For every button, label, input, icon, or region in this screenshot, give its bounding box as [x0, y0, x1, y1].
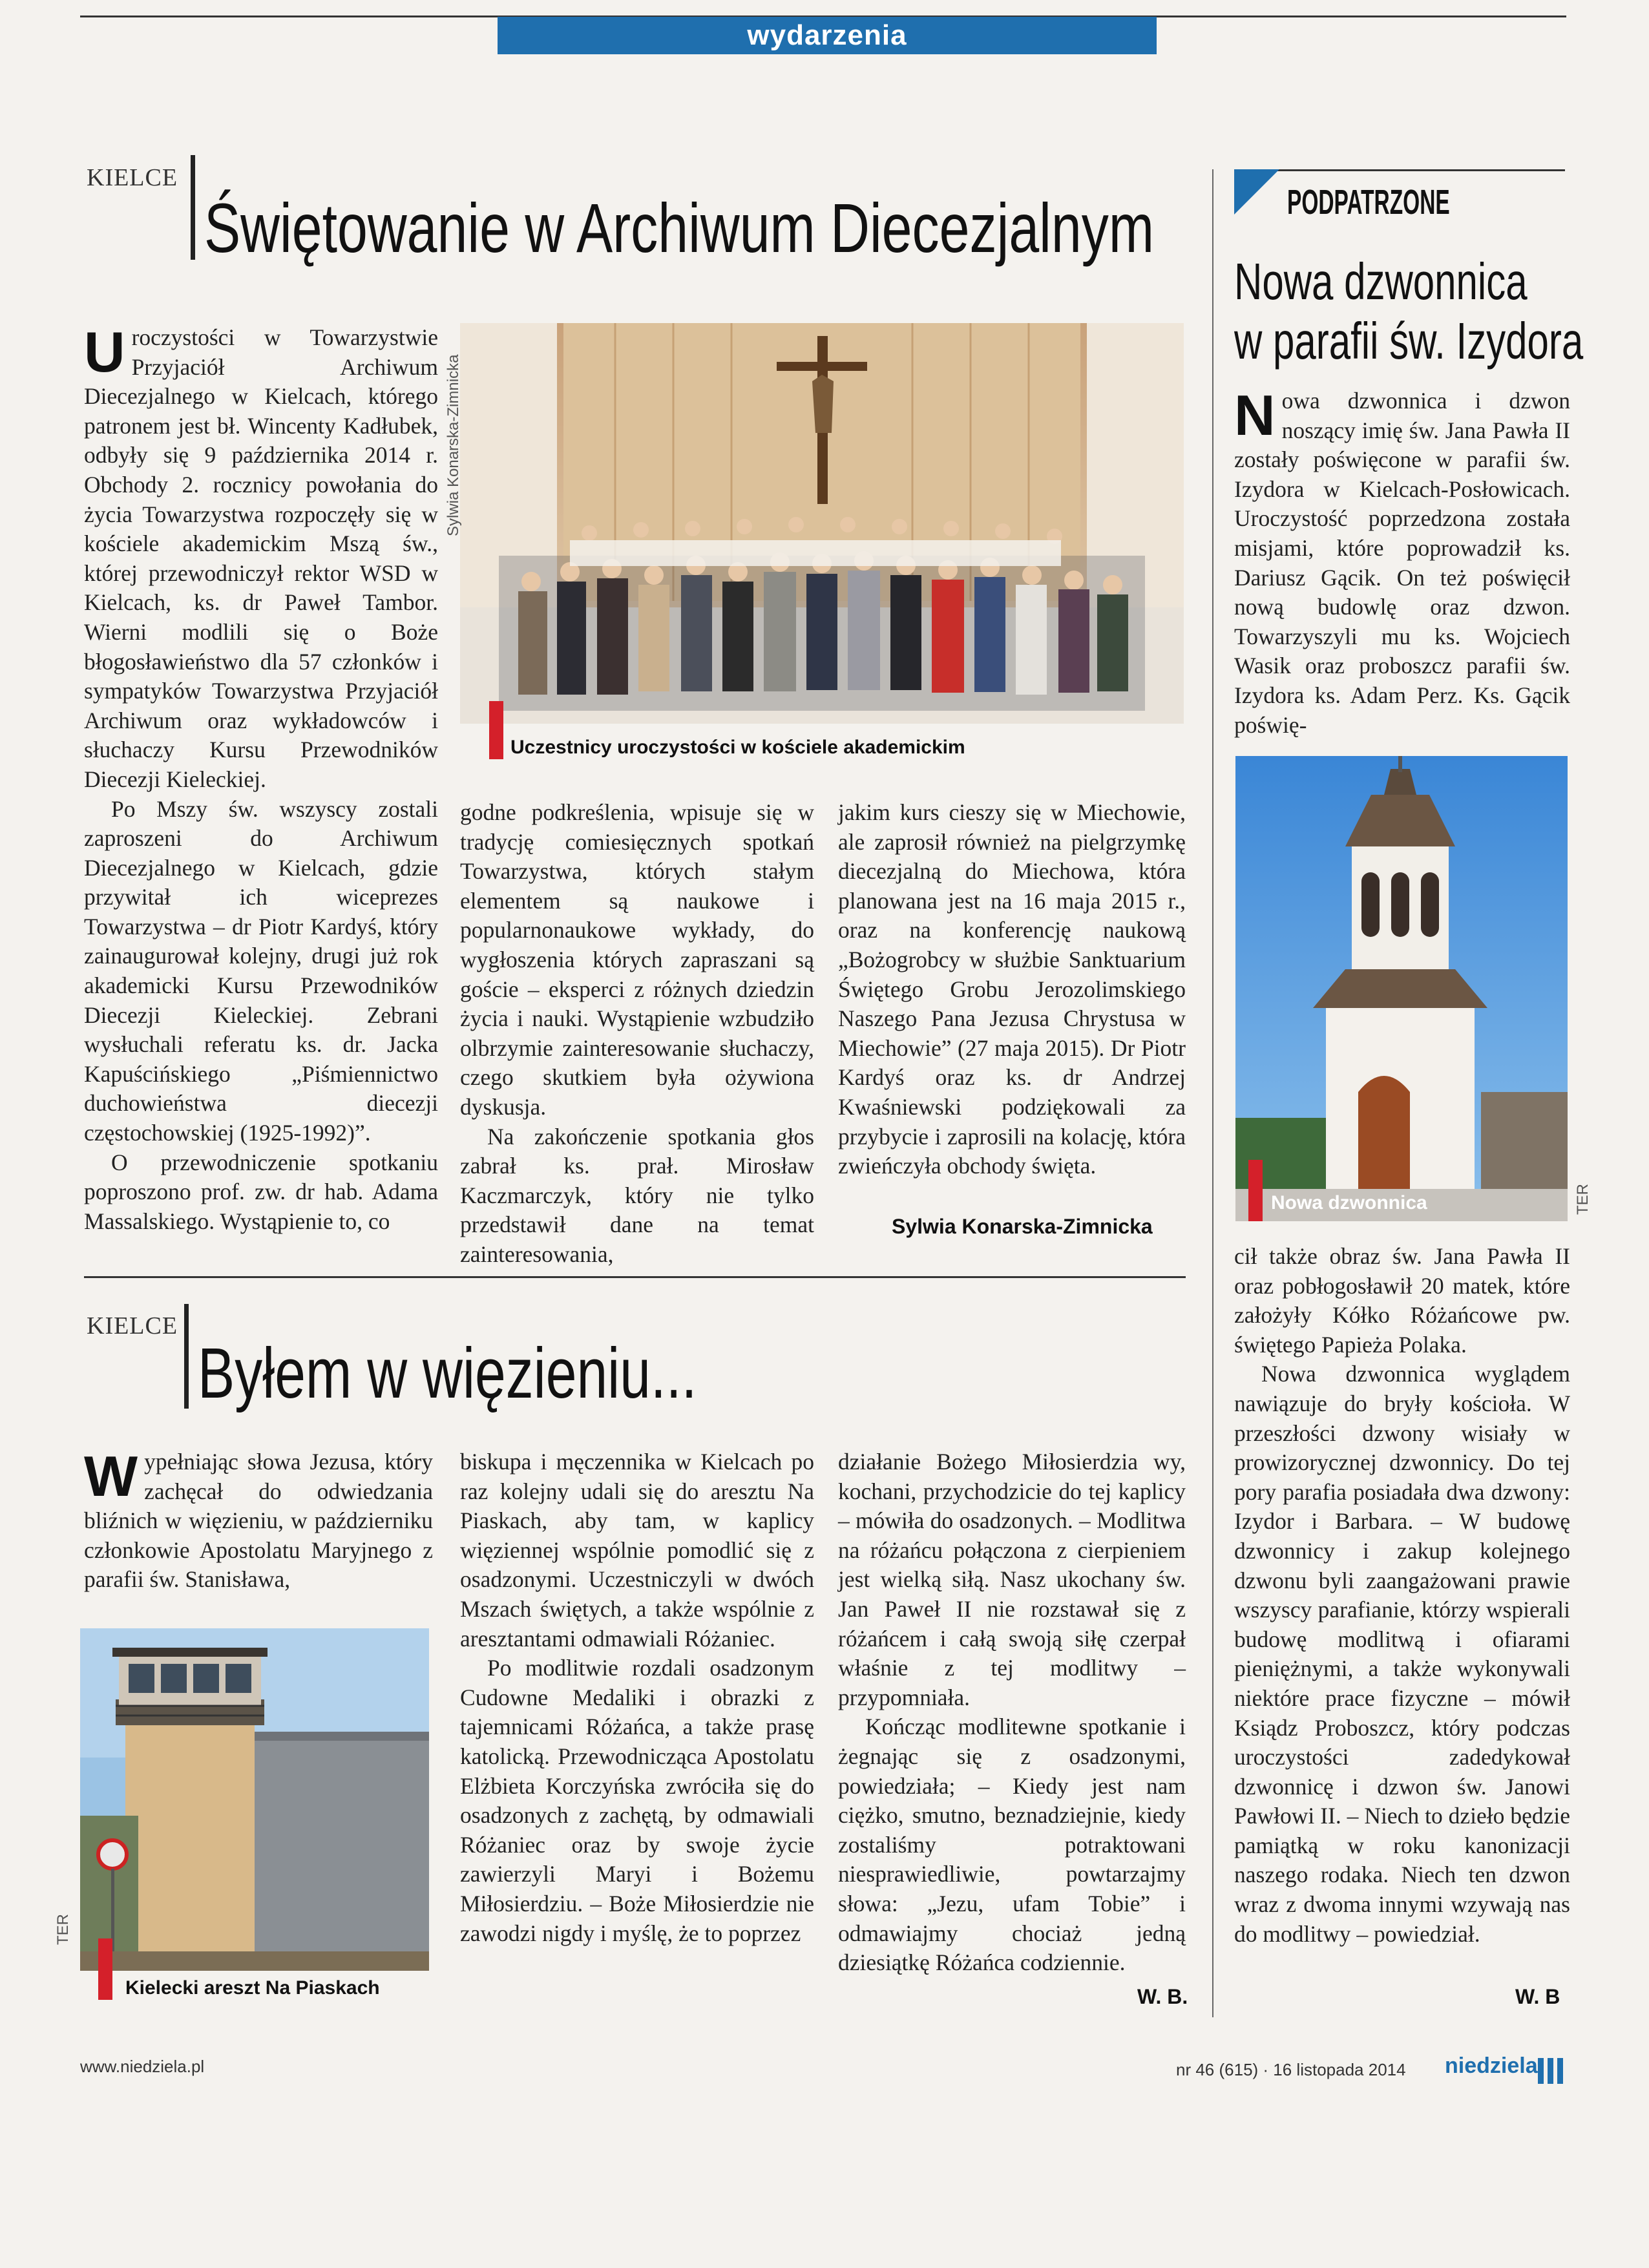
article2-caption-marker: [98, 1938, 112, 2000]
article2-headline-bar: [184, 1304, 189, 1409]
article1-photo-caption: Uczestnicy uroczystości w kościele akademickim: [510, 737, 965, 758]
article1-location: KIELCE: [87, 164, 178, 191]
article2-photo: [80, 1628, 429, 1971]
sidebar-paragraph: owa dzwonnica i dzwon noszący imię św. Jana Pawła II zostały poświęcone w parafii św. Izydora w Kielcach-Posłowicach. Uroczystość poprzedzona została misjami, które poprowadził ks. Dariusz Gącik. On też poświęcił nową budowlę oraz dzwon. Towarzyszyli mu ks. Wojciech Wasik oraz proboszcz parafii św. Izydora ks. Adam Perz. Ks. Gącik poświę-: [1234, 388, 1570, 738]
sidebar-title: [1234, 252, 1583, 371]
article2-title: Byłem w więzieniu...: [198, 1334, 697, 1413]
footer-brand: niedziela: [1445, 2053, 1538, 2078]
article1-dropcap: U: [84, 320, 125, 384]
article1-paragraph: O przewodniczenie spotkaniu poproszono prof. zw. dr hab. Adama Massalskiego. Wystąpienie to, co: [84, 1149, 438, 1234]
sidebar-kicker: PODPATRZONE: [1287, 183, 1450, 222]
article2-paragraph: ypełniając słowa Jezusa, który zachęcał do odwiedzania bliźnich w więzieniu, w październiku członkowie Apostolatu Maryjnego z parafii św. Stanisława,: [84, 1449, 433, 1593]
sidebar-paragraph: Nowa dzwonnica wyglądem nawiązuje do bryły kościoła. W przeszłości dzwony wisiały w prowizorycznej dzwonnicy. Do tej pory parafia posiadała dwa dzwony: Izydor i Barbara. – W budowę dzwonnicy i zakup kolejnego dzwonu byli zaangażowani prawie wszyscy parafianie, którzy wspierali budowę modlitwą i ofiarami pieniężnymi, a także wykonywali niektóre prace fizyczne – mówił Ksiądz Proboszcz, który podczas uroczystości zadedykował dzwonnicę i dzwon św. Janowi Pawłowi II. – Niech to dzieło będzie pamiątką w roku kanonizacji naszego rodaka. Niech ten dzwon wraz z dwoma innymi wzywają nas do modlitwy – powiedział.: [1234, 1361, 1570, 1947]
bell-tower-photo: [1235, 756, 1568, 1221]
sidebar-paragraph: cił także obraz św. Jana Pawła II oraz pobłogosławił 20 matek, które założyły Kółko Różańcowe pw. świętego Papieża Polaka.: [1234, 1243, 1570, 1358]
article1-paragraph: godne podkreślenia, wpisuje się w tradycję comiesięcznych spotkań Towarzystwa, których stałym elementem są naukowe i popularnonaukowe wykłady, do wygłoszenia których zapraszani są goście – eksperci z różnych dziedzin życia i nauki. Wystąpienie wzbudziło olbrzymie zainteresowanie słuchaczy, czego skutkiem była ożywiona dyskusja.: [460, 799, 814, 1120]
sidebar-photo-caption: Nowa dzwonnica: [1271, 1192, 1427, 1213]
article2-dropcap: W: [84, 1444, 138, 1508]
sidebar-divider: [1212, 169, 1213, 2017]
article1-column-1: [84, 320, 438, 1236]
footer-issue: nr 46 (615) · 16 listopada 2014: [1176, 2060, 1406, 2079]
sidebar-column-top: [1234, 383, 1570, 740]
prison-tower-photo: [80, 1628, 429, 1971]
article1-photo: [460, 323, 1184, 724]
sidebar-caption-marker: [1248, 1160, 1263, 1221]
sidebar-title-line: w parafii św. Izydora: [1234, 312, 1584, 370]
sidebar-corner-triangle: [1234, 169, 1279, 215]
sidebar-top-rule: [1234, 169, 1565, 171]
article1-paragraph: jakim kurs cieszy się w Miechowie, ale zaprosił również na pielgrzymkę diecezjalną do Miechowa, która planowana jest na 16 maja 2015 r., oraz na konferencję naukową „Bożogrobcy w służbie Sanktuarium Świętego Grobu Jerozolimskiego Naszego Pana Jezusa Chrystusa w Miechowie” (27 maja 2015). Dr Piotr Kardyś oraz ks. dr Andrzej Kwaśniewski podziękowali za przybycie i zaprosili na kolację, która zwieńczyła obchody święta.: [838, 799, 1186, 1179]
sidebar-column-bottom: [1234, 1242, 1570, 1949]
article1-headline-bar: [191, 155, 195, 260]
sidebar-dropcap: N: [1234, 383, 1276, 447]
article1-column-2: [460, 798, 814, 1270]
sidebar-photo-credit: TER: [1574, 1184, 1591, 1215]
article2-author: W. B.: [1137, 1985, 1188, 2008]
article2-paragraph: biskupa i męczennika w Kielcach po raz kolejny udali się do aresztu Na Piaskach, aby tam, w kaplicy więziennej wspólnie pomodlić się z osadzonymi. Uczestniczyli w dwóch Mszach świętych, a także wspólnie z aresztantami odmawiali Różaniec.: [460, 1449, 814, 1652]
article1-caption-marker: [489, 701, 503, 759]
article2-column-1: [84, 1444, 433, 1595]
article2-location: KIELCE: [87, 1312, 178, 1339]
footer-bars-icon: [1538, 2058, 1564, 2084]
sidebar-photo: [1235, 756, 1568, 1221]
article1-paragraph: Na zakończenie spotkania głos zabrał ks. prał. Mirosław Kaczmarczyk, który nie tylko przedstawił dane na temat zainteresowania,: [460, 1123, 814, 1267]
article2-paragraph: Po modlitwie rozdali osadzonym Cudowne Medaliki i obrazki z tajemnicami Różańca, a także prasę katolicką. Przewodnicząca Apostolatu Elżbieta Korczyńska zwróciła się do osadzonych z zachętą, by odmawiali Różaniec oraz by swoje życie zawierzyli Maryi i Bożemu Miłosierdziu. – Boże Miłosierdzie nie zawodzi nigdy i myślę, że to poprzez: [460, 1655, 814, 1946]
article1-title: Świętowanie w Archiwum Diecezjalnym: [204, 189, 1155, 267]
article-divider: [84, 1276, 1186, 1278]
sidebar-author: W. B: [1515, 1985, 1560, 2008]
section-label: wydarzenia: [498, 17, 1157, 54]
article2-paragraph: działanie Bożego Miłosierdzia wy, kochani, przychodzicie do tej kaplicy – mówiła do osadzonych. – Modlitwa na różańcu połączona z cierpieniem jest wielką siłą. Nasz ukochany św. Jan Paweł II nie rozstawał się z różańcem i całą swoją siłę czerpał właśnie z tej modlitwy – przypomniała.: [838, 1449, 1186, 1710]
article1-photo-credit: Sylwia Konarska-Zimnicka: [445, 354, 462, 536]
sidebar-title-line: Nowa dzwonnica: [1234, 253, 1528, 310]
article1-column-3: [838, 798, 1186, 1181]
church-group-photo: [460, 323, 1184, 724]
article1-paragraph: Po Mszy św. wszyscy zostali zaproszeni do Archiwum Diecezjalnego w Kielcach, gdzie przywitał ich wiceprezes Towarzystwa – dr Piotr Kardyś, który zainaugurował kolejny, drugi już rok akademicki Kursu Przewodników Diecezji Kieleckiej. Zebrani wysłuchali referatu ks. dr. Jacka Kapuścińskiego „Piśmiennictwo duchowieństwa diecezji częstochowskiej (1925-1992)”.: [84, 795, 438, 1146]
article2-photo-caption: Kielecki areszt Na Piaskach: [125, 1977, 380, 1999]
article1-paragraph: roczystości w Towarzystwie Przyjaciół Archiwum Diecezjalnego w Kielcach, którego patronem jest bł. Wincenty Kadłubek, odbyły się 9 października 2014 r. Obchody 2. rocznicy powołania do życia Towarzystwa rozpoczęły się w kościele akademickim Mszą św., której przewodniczył rektor WSD w Kielcach, ks. dr Paweł Tambor. Wierni modlili się o Boże błogosławieństwo dla 57 członków i sympatyków Towarzystwa Przyjaciół Archiwum oraz wykładowców i słuchaczy Kursu Przewodników Diecezji Kieleckiej.: [84, 324, 438, 792]
article2-photo-credit: TER: [54, 1914, 72, 1945]
footer-url: www.niedziela.pl: [80, 2057, 205, 2076]
article2-column-3: [838, 1447, 1186, 1978]
article2-paragraph: Kończąc modlitewne spotkanie i żegnając się z osadzonymi, powiedziała; – Kiedy jest nam ciężko, smutno, beznadziejnie, kiedy zostaliśmy potraktowani niesprawiedliwie, powtarzajmy słowa: „Jezu, ufam Tobie” i odmawiajmy chociaż jedną dziesiątkę Różańca codziennie.: [838, 1714, 1186, 1976]
article2-column-2: [460, 1447, 814, 1948]
article1-author: Sylwia Konarska-Zimnicka: [892, 1215, 1153, 1238]
